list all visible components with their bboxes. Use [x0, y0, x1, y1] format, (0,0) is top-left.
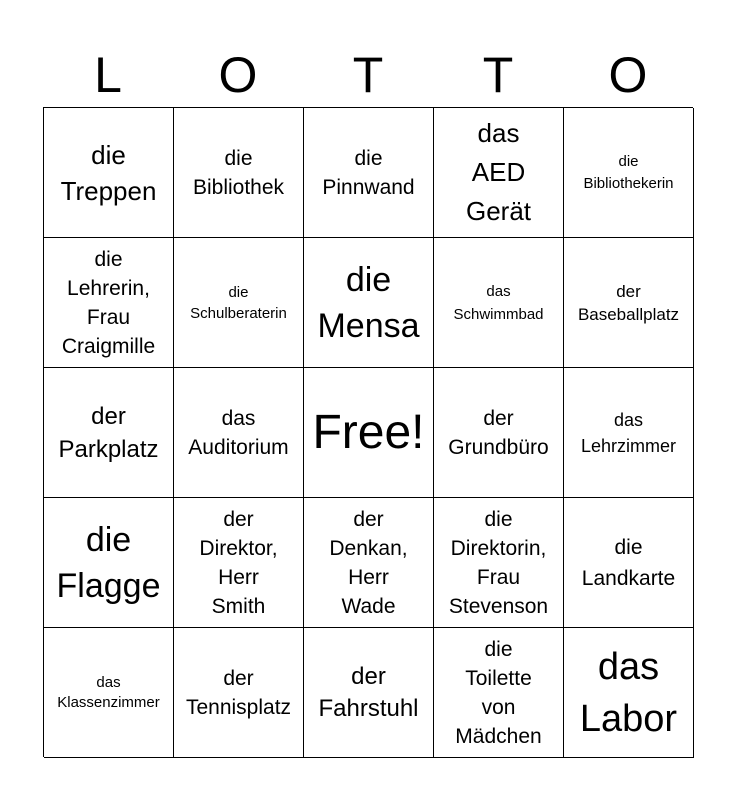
grid-cell[interactable] [304, 238, 434, 368]
cell-label: das Auditorium [188, 406, 289, 459]
header-letter-t: T [352, 47, 384, 103]
grid-cell[interactable] [564, 498, 694, 628]
cell-label: das Schwimmbad [453, 282, 544, 323]
grid-cell[interactable] [174, 238, 304, 368]
grid-cell-free[interactable] [304, 368, 434, 498]
cell-label: die Pinnwand [322, 146, 415, 199]
grid-cell[interactable] [174, 108, 304, 238]
grid-cell[interactable] [564, 238, 694, 368]
cell-label: die Lehrerin, Frau Craigmille [61, 247, 156, 358]
free-space-label: Free! [312, 405, 425, 459]
cell-label: der Parkplatz [58, 402, 159, 463]
cell-label: die Direktorin, Frau Stevenson [448, 507, 549, 618]
cell-label: das AED Gerät [465, 118, 532, 226]
cell-label: die Toilette von Mädchen [455, 637, 542, 748]
grid-cell[interactable] [564, 628, 694, 758]
cell-label: der Direktor, Herr Smith [199, 507, 278, 618]
cell-label: der Tennisplatz [185, 666, 292, 719]
grid-cell[interactable] [564, 368, 694, 498]
cell-label: die Treppen [60, 139, 157, 206]
lotto-grid [43, 107, 693, 757]
cell-label: der Grundbüro [448, 406, 549, 459]
grid-cell[interactable] [304, 628, 434, 758]
grid-cell[interactable] [44, 368, 174, 498]
grid-cell[interactable] [434, 238, 564, 368]
grid-cell[interactable] [174, 368, 304, 498]
card-header [43, 44, 693, 106]
cell-label: das Labor [579, 645, 678, 740]
grid-cell[interactable] [174, 628, 304, 758]
grid-cell[interactable] [44, 498, 174, 628]
grid-cell[interactable] [434, 108, 564, 238]
grid-cell[interactable] [174, 498, 304, 628]
cell-label: das Lehrzimmer [580, 409, 677, 456]
cell-label: die Bibliothek [192, 146, 285, 199]
grid-cell[interactable] [434, 628, 564, 758]
header-letter-o: O [218, 47, 258, 103]
grid-cell[interactable] [434, 498, 564, 628]
cell-label: die Bibliothekerin [583, 152, 674, 192]
grid-cell[interactable] [434, 368, 564, 498]
grid-cell[interactable] [44, 108, 174, 238]
grid-cell[interactable] [564, 108, 694, 238]
cell-label: der Baseballplatz [577, 281, 680, 324]
cell-label: der Denkan, Herr Wade [329, 507, 408, 618]
cell-label: die Flagge [56, 520, 161, 605]
cell-label: die Landkarte [581, 535, 676, 590]
cell-label: der Fahrstuhl [318, 662, 419, 722]
grid-cell[interactable] [44, 628, 174, 758]
cell-label: die Mensa [317, 260, 420, 345]
header-letter-t: T [482, 47, 514, 103]
grid-cell[interactable] [304, 498, 434, 628]
header-letter-o: O [608, 47, 648, 103]
grid-cell[interactable] [304, 108, 434, 238]
grid-cell[interactable] [44, 238, 174, 368]
cell-label: die Schulberaterin [190, 283, 287, 322]
cell-label: das Klassenzimmer [57, 673, 160, 711]
header-letter-l: L [94, 47, 122, 103]
